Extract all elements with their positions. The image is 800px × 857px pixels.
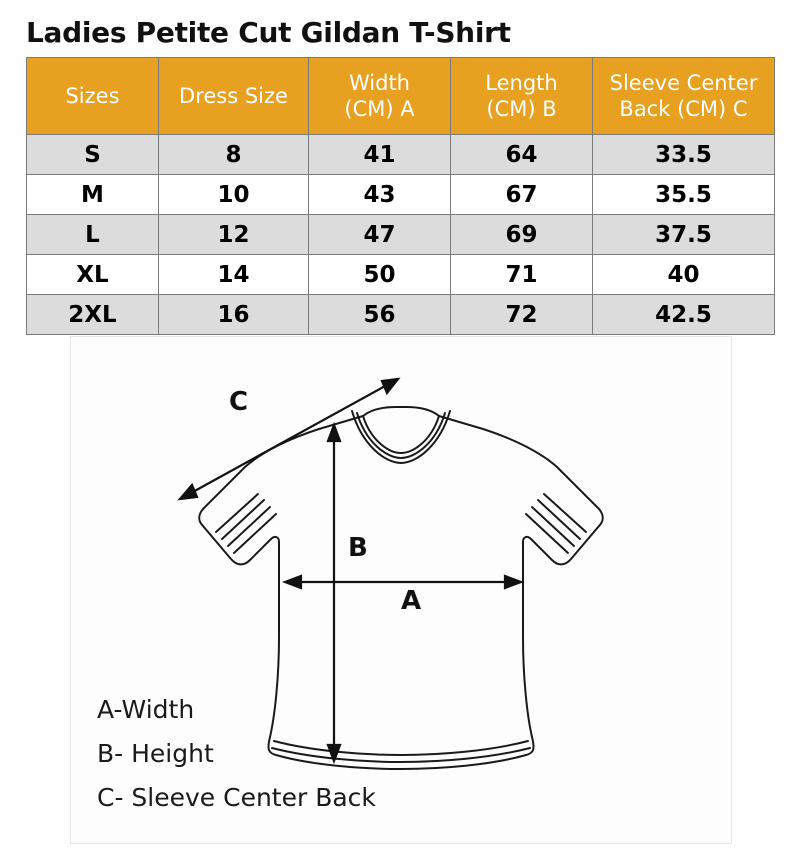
cell-size: S [27, 135, 159, 175]
column-header-width-line1: Width [348, 70, 410, 95]
cell-length: 71 [451, 255, 593, 295]
size-chart-table [26, 57, 775, 335]
table-row [27, 255, 775, 295]
column-header-dress-size-line1: Dress Size [179, 83, 288, 108]
column-header-sleeve-line2: Back (CM) C [619, 97, 748, 121]
cell-width: 47 [309, 215, 451, 255]
column-header-length [451, 58, 593, 135]
page-title: Ladies Petite Cut Gildan T-Shirt [26, 16, 511, 49]
cell-size: XL [27, 255, 159, 295]
label-b: B [348, 533, 368, 563]
cell-dress-size: 8 [159, 135, 309, 175]
column-header-dress-size [159, 58, 309, 135]
cell-dress-size: 10 [159, 175, 309, 215]
cell-dress-size: 16 [159, 295, 309, 335]
cell-size: L [27, 215, 159, 255]
cell-length: 72 [451, 295, 593, 335]
column-header-sleeve-line1: Sleeve Center [609, 70, 758, 95]
cell-length: 64 [451, 135, 593, 175]
cell-width: 41 [309, 135, 451, 175]
cell-size: M [27, 175, 159, 215]
cell-sleeve: 35.5 [593, 175, 775, 215]
label-c: C [229, 387, 249, 417]
column-header-width-line2: (CM) A [344, 97, 415, 121]
table-row [27, 175, 775, 215]
column-header-sleeve [593, 58, 775, 135]
cell-width: 56 [309, 295, 451, 335]
cell-width: 43 [309, 175, 451, 215]
legend-item-c: C- Sleeve Center Back [97, 783, 376, 812]
cell-dress-size: 14 [159, 255, 309, 295]
cell-length: 67 [451, 175, 593, 215]
diagram-legend [97, 688, 376, 820]
table-header [27, 58, 775, 135]
cell-sleeve: 42.5 [593, 295, 775, 335]
legend-item-a: A-Width [97, 695, 195, 724]
cell-length: 69 [451, 215, 593, 255]
table-row [27, 295, 775, 335]
cell-sleeve: 33.5 [593, 135, 775, 175]
column-header-length-line2: (CM) B [486, 97, 557, 121]
table-body [27, 135, 775, 335]
column-header-width [309, 58, 451, 135]
table-row [27, 135, 775, 175]
column-header-sizes-line1: Sizes [65, 83, 120, 108]
cell-width: 50 [309, 255, 451, 295]
cell-dress-size: 12 [159, 215, 309, 255]
column-header-length-line1: Length [485, 70, 558, 95]
table-header-row [27, 58, 775, 135]
legend-item-b: B- Height [97, 739, 214, 768]
cell-sleeve: 37.5 [593, 215, 775, 255]
column-header-sizes [27, 58, 159, 135]
cell-sleeve: 40 [593, 255, 775, 295]
cell-size: 2XL [27, 295, 159, 335]
table-row [27, 215, 775, 255]
label-a: A [401, 586, 422, 616]
